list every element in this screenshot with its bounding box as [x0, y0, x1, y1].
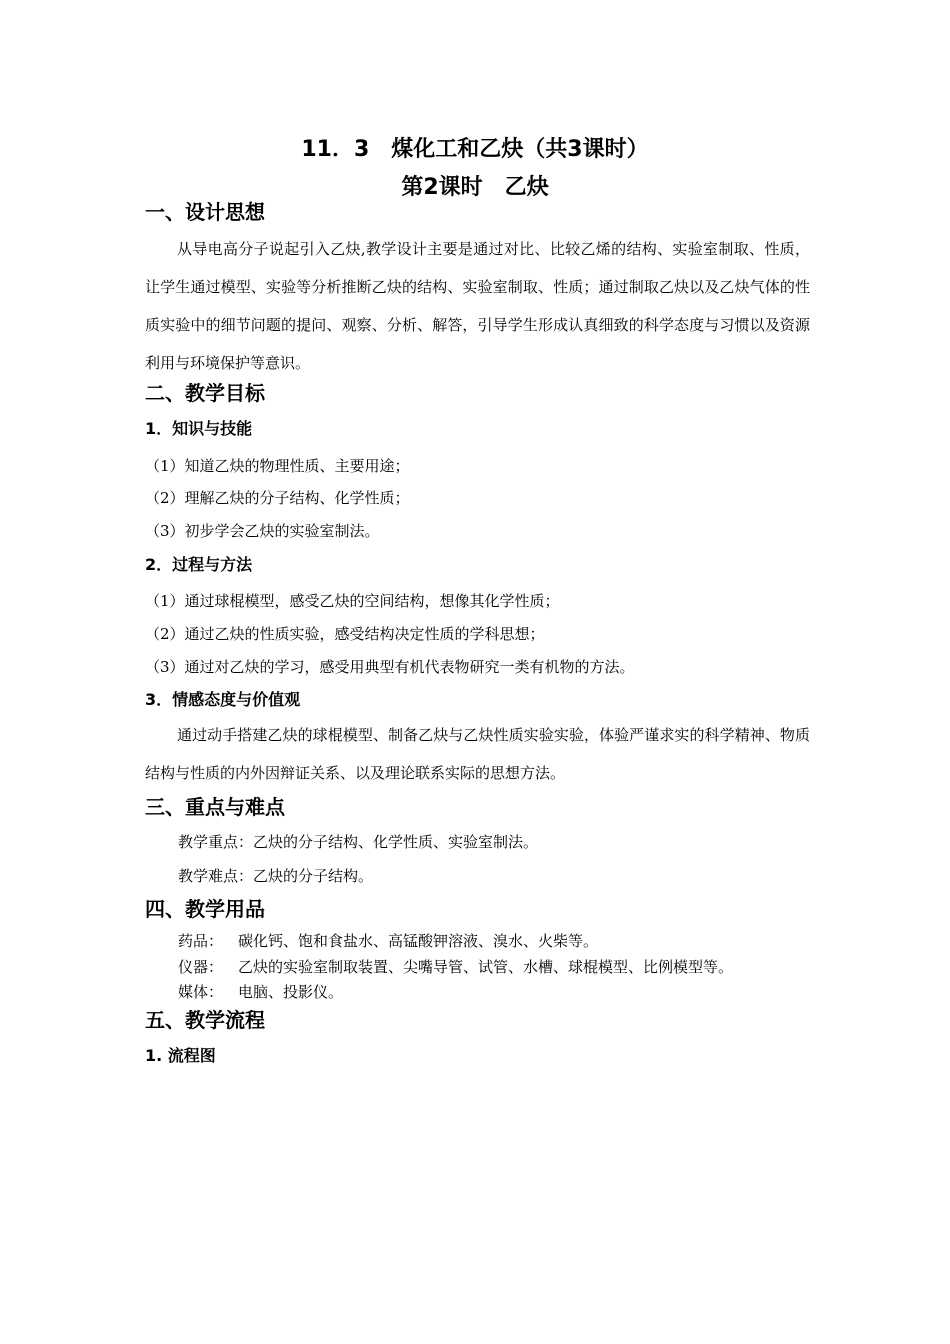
- flowchart-heading: 1. 流程图: [145, 1046, 216, 1065]
- goal-heading-knowledge: 1．知识与技能: [145, 419, 253, 438]
- goal-knowledge-item: （3）初步学会乙炔的实验室制法。: [145, 522, 380, 540]
- goal-process-item: （3）通过对乙炔的学习，感受用典型有机代表物研究一类有机物的方法。: [145, 658, 635, 676]
- goal-process-item: （2）通过乙炔的性质实验，感受结构决定性质的学科思想；: [145, 625, 545, 643]
- materials-row: [178, 980, 343, 1004]
- document-title: 11．3 煤化工和乙炔（共3课时）: [301, 137, 649, 162]
- materials-row-value: 电脑、投影仪。: [238, 983, 344, 1001]
- materials-row-label: 仪器：: [178, 958, 224, 976]
- section-heading-goals: 二、教学目标: [145, 381, 265, 405]
- goal-knowledge-item: （1）知道乙炔的物理性质、主要用途；: [145, 457, 410, 475]
- attitude-paragraph: 通过动手搭建乙炔的球棍模型、制备乙炔与乙炔性质实验实验，体验严谨求实的科学精神、物质结构与性质的内外因辩证关系、以及理论联系实际的思想方法。: [145, 726, 810, 782]
- materials-row-label: 媒体：: [178, 983, 224, 1001]
- section-heading-materials: 四、教学用品: [145, 897, 265, 921]
- materials-row: [178, 929, 598, 953]
- section-heading-design: 一、设计思想: [145, 200, 265, 224]
- key-point-text: 教学重点：乙炔的分子结构、化学性质、实验室制法。: [178, 833, 539, 851]
- goal-heading-process: 2．过程与方法: [145, 555, 253, 574]
- goal-process-item: （1）通过球棍模型，感受乙炔的空间结构，想像其化学性质；: [145, 592, 560, 610]
- materials-row: [178, 955, 733, 979]
- goal-heading-attitude: 3．情感态度与价值观: [145, 690, 301, 709]
- materials-row-label: 药品：: [178, 932, 224, 950]
- materials-row-value: 碳化钙、饱和食盐水、高锰酸钾溶液、溴水、火柴等。: [238, 932, 599, 950]
- design-paragraph: 从导电高分子说起引入乙炔,教学设计主要是通过对比、比较乙烯的结构、实验室制取、性质，让学生通过模型、实验等分析推断乙炔的结构、实验室制取、性质；通过制取乙炔以及乙炔气体的性质实验中的细节问题的提问、观察、分析、解答，引导学生形成认真细致的科学态度与习惯以及资源利用与环境保护等意识。: [145, 240, 810, 372]
- materials-row-value: 乙炔的实验室制取装置、尖嘴导管、试管、水槽、球棍模型、比例模型等。: [238, 958, 734, 976]
- section-heading-process-flow: 五、教学流程: [145, 1008, 265, 1032]
- difficult-point-text: 教学难点：乙炔的分子结构。: [178, 867, 374, 885]
- section-heading-keypoints: 三、重点与难点: [145, 795, 285, 819]
- goal-knowledge-item: （2）理解乙炔的分子结构、化学性质；: [145, 489, 410, 507]
- document-subtitle: 第2课时 乙炔: [401, 175, 549, 200]
